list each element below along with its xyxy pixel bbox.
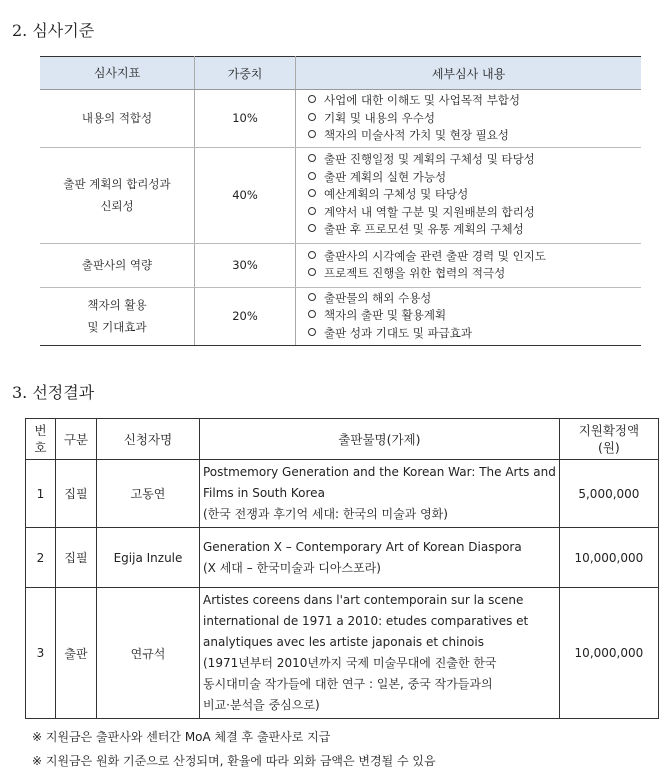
criteria-indicator bbox=[40, 90, 195, 148]
header-no bbox=[26, 419, 56, 460]
header-no-line2: 호 bbox=[34, 440, 47, 455]
criteria-indicator bbox=[40, 287, 195, 345]
circle-bullet-icon bbox=[308, 310, 316, 318]
criteria-detail-item bbox=[308, 186, 641, 204]
publication-title-line: Postmemory Generation and the Korean War: The Arts and bbox=[203, 465, 556, 479]
publication-title-line: Films in South Korea bbox=[203, 486, 325, 500]
criteria-weight: 30% bbox=[195, 243, 296, 287]
header-type: 구분 bbox=[56, 419, 97, 460]
criteria-detail-text: 책자의 출판 및 활용계획 bbox=[324, 308, 447, 323]
criteria-header-row bbox=[40, 57, 641, 90]
publication-title-line: 동시대미술 작가들에 대한 연구 : 일본, 중국 작가들과의 bbox=[203, 677, 493, 691]
publication-title-line: Artistes coreens dans l'art contemporain sur la scene bbox=[203, 593, 524, 607]
criteria-detail-text: 사업에 대한 이해도 및 사업목적 부합성 bbox=[324, 93, 521, 107]
result-no: 2 bbox=[26, 528, 56, 588]
criteria-detail-text: 예산계획의 구체성 및 타당성 bbox=[324, 187, 469, 202]
header-no-line1: 번 bbox=[34, 423, 47, 438]
header-amount bbox=[559, 419, 658, 460]
criteria-detail-item bbox=[308, 169, 641, 187]
result-type: 집필 bbox=[56, 528, 97, 588]
result-publication-title bbox=[200, 460, 560, 528]
publication-title-line: (1971년부터 2010년까지 국제 미술무대에 진출한 한국 bbox=[203, 656, 497, 670]
result-applicant: Egija Inzule bbox=[97, 528, 200, 588]
publication-title-line: Generation X – Contemporary Art of Korean Diaspora bbox=[203, 539, 522, 554]
criteria-detail-item bbox=[308, 204, 641, 222]
result-row bbox=[26, 460, 659, 528]
result-applicant: 고동연 bbox=[97, 460, 200, 528]
criteria-row bbox=[40, 147, 641, 243]
criteria-detail-item bbox=[308, 151, 641, 169]
circle-bullet-icon bbox=[308, 207, 316, 215]
criteria-details bbox=[296, 243, 642, 287]
criteria-detail-list bbox=[308, 92, 641, 145]
criteria-detail-text: 출판물의 해외 수용성 bbox=[324, 290, 432, 305]
criteria-row bbox=[40, 287, 641, 345]
criteria-detail-item bbox=[308, 92, 641, 110]
publication-title-line: international de 1971 a 2010: etudes comparatives et bbox=[203, 614, 529, 628]
header-amount-line2: (원) bbox=[597, 440, 620, 455]
result-amount: 5,000,000 bbox=[559, 460, 658, 528]
result-row bbox=[26, 588, 659, 719]
criteria-indicator-line: 및 기대효과 bbox=[87, 320, 147, 334]
publication-title-line: (한국 전쟁과 후기억 세대: 한국의 미술과 영화) bbox=[203, 507, 448, 521]
circle-bullet-icon bbox=[308, 113, 316, 121]
criteria-indicator bbox=[40, 147, 195, 243]
criteria-detail-item bbox=[308, 110, 641, 128]
note-1: ※ 지원금은 출판사와 센터간 MoA 체결 후 출판사로 지급 bbox=[32, 730, 331, 744]
criteria-detail-text: 계약서 내 역할 구분 및 지원배분의 합리성 bbox=[324, 204, 535, 219]
criteria-indicator-line: 신뢰성 bbox=[100, 199, 134, 213]
criteria-detail-text: 출판 진행일정 및 계획의 구체성 및 타당성 bbox=[324, 152, 535, 167]
criteria-weight: 20% bbox=[195, 287, 296, 345]
circle-bullet-icon bbox=[308, 251, 316, 259]
result-amount: 10,000,000 bbox=[559, 588, 658, 719]
header-weight: 가중치 bbox=[195, 57, 296, 90]
circle-bullet-icon bbox=[308, 130, 316, 138]
criteria-detail-text: 출판 계획의 실현 가능성 bbox=[324, 169, 447, 184]
criteria-detail-list bbox=[308, 290, 641, 343]
circle-bullet-icon bbox=[308, 95, 316, 103]
criteria-detail-text: 출판사의 시각예술 관련 출판 경력 및 인지도 bbox=[324, 248, 546, 263]
criteria-weight: 10% bbox=[195, 90, 296, 148]
results-header-row bbox=[26, 419, 659, 460]
result-type: 집필 bbox=[56, 460, 97, 528]
circle-bullet-icon bbox=[308, 293, 316, 301]
criteria-detail-item bbox=[308, 127, 641, 145]
result-publication-title bbox=[200, 588, 560, 719]
criteria-indicator-line: 책자의 활용 bbox=[87, 298, 147, 312]
criteria-detail-list bbox=[308, 151, 641, 239]
criteria-details bbox=[296, 287, 642, 345]
criteria-table bbox=[40, 56, 641, 346]
criteria-indicator bbox=[40, 243, 195, 287]
criteria-detail-text: 출판 후 프로모션 및 유통 계획의 구체성 bbox=[324, 222, 524, 237]
criteria-indicator-line: 출판 계획의 합리성과 bbox=[63, 177, 171, 191]
result-amount: 10,000,000 bbox=[559, 528, 658, 588]
criteria-weight: 40% bbox=[195, 147, 296, 243]
criteria-detail-item bbox=[308, 307, 641, 325]
header-indicator: 심사지표 bbox=[40, 57, 195, 90]
note-2: ※ 지원금은 원화 기준으로 산정되며, 환율에 따라 외화 금액은 변경될 수 있음 bbox=[32, 754, 436, 768]
criteria-detail-text: 프로젝트 진행을 위한 협력의 적극성 bbox=[324, 266, 506, 280]
header-publication: 출판물명(가제) bbox=[200, 419, 560, 460]
header-applicant: 신청자명 bbox=[97, 419, 200, 460]
result-publication-title bbox=[200, 528, 560, 588]
circle-bullet-icon bbox=[308, 224, 316, 232]
section-3-title: 3. 선정결과 bbox=[12, 383, 95, 402]
circle-bullet-icon bbox=[308, 154, 316, 162]
result-no: 1 bbox=[26, 460, 56, 528]
circle-bullet-icon bbox=[308, 189, 316, 197]
result-applicant: 연규석 bbox=[97, 588, 200, 719]
result-no: 3 bbox=[26, 588, 56, 719]
circle-bullet-icon bbox=[308, 328, 316, 336]
criteria-detail-list bbox=[308, 248, 641, 283]
criteria-detail-item bbox=[308, 290, 641, 308]
criteria-details bbox=[296, 147, 642, 243]
header-details: 세부심사 내용 bbox=[296, 57, 642, 90]
criteria-detail-item bbox=[308, 265, 641, 283]
results-table bbox=[25, 418, 659, 719]
circle-bullet-icon bbox=[308, 268, 316, 276]
criteria-indicator-line: 출판사의 역량 bbox=[81, 258, 153, 272]
criteria-detail-text: 책자의 미술사적 가치 및 현장 필요성 bbox=[324, 128, 509, 142]
result-row bbox=[26, 528, 659, 588]
publication-title-line: (X 세대 – 한국미술과 디아스포라) bbox=[203, 560, 381, 575]
header-amount-line1: 지원확정액 bbox=[578, 423, 640, 438]
criteria-detail-item bbox=[308, 221, 641, 239]
section-2-title: 2. 심사기준 bbox=[12, 21, 95, 40]
criteria-details bbox=[296, 90, 642, 148]
circle-bullet-icon bbox=[308, 172, 316, 180]
criteria-row bbox=[40, 90, 641, 148]
criteria-indicator-line: 내용의 적합성 bbox=[81, 111, 153, 126]
publication-title-line: 비교·분석을 중심으로) bbox=[203, 698, 320, 712]
publication-title-line: analytiques avec les artiste japonais et chinois bbox=[203, 635, 484, 649]
criteria-row bbox=[40, 243, 641, 287]
criteria-detail-text: 출판 성과 기대도 및 파급효과 bbox=[324, 325, 472, 340]
criteria-detail-text: 기획 및 내용의 우수성 bbox=[324, 110, 435, 125]
criteria-detail-item bbox=[308, 325, 641, 343]
result-type: 출판 bbox=[56, 588, 97, 719]
criteria-detail-item bbox=[308, 248, 641, 266]
